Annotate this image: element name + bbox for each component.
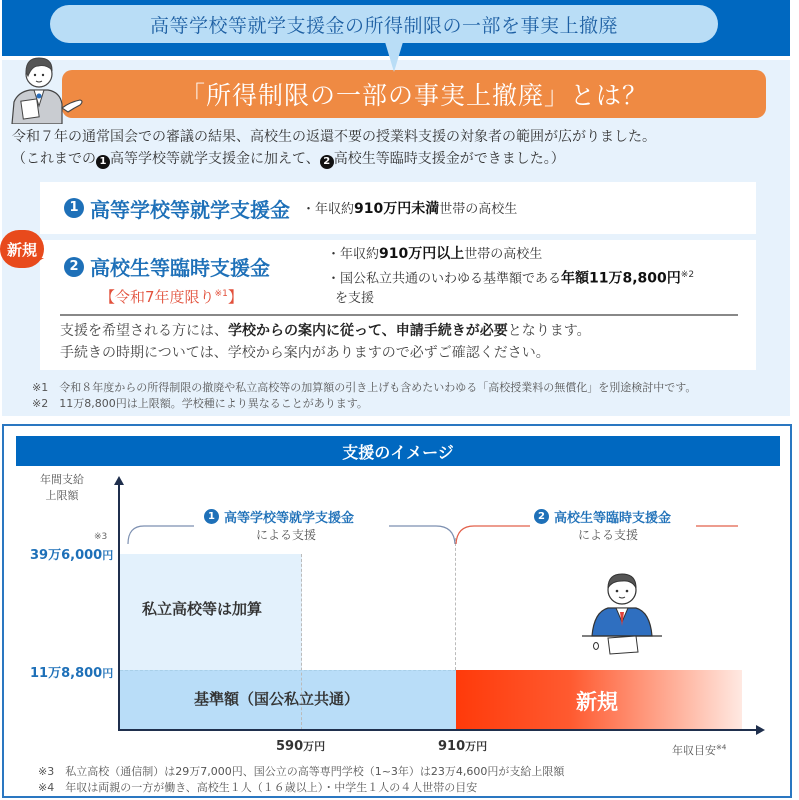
region-base-label: 基準額（国公私立共通） bbox=[194, 690, 360, 708]
card1-description bbox=[302, 198, 517, 218]
limit-text: 】 bbox=[227, 288, 243, 306]
tick-unit: 万円 bbox=[303, 740, 326, 753]
brace2-title-text: 高校生等臨時支援金 bbox=[554, 511, 672, 526]
tick-unit: 円 bbox=[102, 549, 114, 562]
footnote-2: ※2 11万8,800円は上限額。学校種により異なることがあります。 bbox=[32, 397, 368, 410]
x-tick-910 bbox=[438, 738, 487, 754]
y-axis-arrow-icon bbox=[114, 476, 124, 485]
tick-value: 11万8,800 bbox=[30, 666, 103, 681]
intro-text-segment: 高校生等臨時支援金ができました。） bbox=[333, 151, 565, 167]
card2-title-row bbox=[64, 252, 270, 281]
footnote-1: ※1 令和８年度からの所得制限の撤廃や私立高校等の加算額の引き上げも含めたいわゆる「高校授業料の無償化」を別途検討中です。 bbox=[32, 381, 697, 394]
region-new-label: 新規 bbox=[576, 690, 618, 714]
bullet-2 bbox=[327, 265, 694, 289]
footnotes-lower bbox=[38, 764, 564, 796]
section-heading bbox=[62, 70, 766, 118]
y-axis bbox=[118, 482, 120, 730]
brace2-subtitle: による支援 bbox=[578, 528, 639, 542]
y-tick-118800 bbox=[30, 662, 113, 681]
tick-value: 910 bbox=[438, 739, 466, 754]
x-axis bbox=[118, 729, 758, 731]
gridline-118800 bbox=[120, 670, 456, 671]
x-tick-590 bbox=[276, 738, 325, 754]
gridline-910 bbox=[455, 538, 456, 670]
card-rinji-shienkin bbox=[40, 240, 756, 370]
note-line-2: 手続きの時期については、学校から案内がありますので必ずご確認ください。 bbox=[60, 345, 550, 361]
divider bbox=[60, 314, 738, 316]
new-badge-tail bbox=[30, 258, 44, 266]
brace1-title bbox=[204, 507, 354, 526]
bullet-text: 世帯の高校生 bbox=[464, 247, 543, 262]
footnote-3: ※3 私立高校（通信制）は29万7,000円、国公立の高等専門学校（1~3年）は23万4,600円が支給上限額 bbox=[38, 765, 565, 778]
region-private-label: 私立高校等は加算 bbox=[142, 600, 263, 618]
intro-text-segment: 高等学校等就学支援金に加えて、 bbox=[110, 151, 320, 167]
bullet-text: ・年収約 bbox=[327, 247, 380, 262]
y-tick-396000 bbox=[30, 544, 113, 563]
intro-text-segment: （これまでの bbox=[12, 151, 96, 167]
intro-line-1: 令和７年の通常国会での審議の結果、高校生の返還不要の授業料支援の対象者の範囲が広がりました。 bbox=[12, 129, 656, 145]
new-badge-text: 新規 bbox=[6, 240, 37, 259]
bullet-bold: 910万円以上 bbox=[379, 246, 465, 262]
intro-line-2 bbox=[12, 148, 792, 170]
note-text: 支援を希望される方には、 bbox=[60, 323, 228, 339]
card2-bullets bbox=[327, 244, 694, 309]
number-1-icon: 1 bbox=[64, 198, 84, 218]
speech-tail bbox=[385, 42, 403, 72]
desc-text: 世帯の高校生 bbox=[439, 202, 518, 217]
tick-unit: 円 bbox=[102, 667, 114, 680]
support-image-panel bbox=[2, 424, 792, 798]
bullet-2-cont: を支援 bbox=[335, 291, 375, 307]
chart-title: 支援のイメージ bbox=[342, 442, 454, 462]
limit-text: 【令和7年度限り bbox=[100, 288, 215, 306]
x-axis-label: 年収目安$^{※4}$ bbox=[672, 743, 727, 757]
number-2-icon: 2 bbox=[320, 155, 334, 169]
student-illustration-icon bbox=[582, 560, 662, 656]
note-line-1 bbox=[60, 320, 591, 342]
brace1-subtitle: による支援 bbox=[256, 528, 317, 542]
y-axis-note: ※3 bbox=[94, 532, 108, 542]
bullet-1 bbox=[327, 244, 694, 265]
card2-limit bbox=[100, 286, 243, 307]
limit-note: ※1 bbox=[214, 289, 228, 299]
desc-text: ・年収約 bbox=[302, 202, 355, 217]
number-2-icon: 2 bbox=[64, 257, 84, 277]
note-text: となります。 bbox=[507, 323, 591, 339]
tick-value: 590 bbox=[276, 739, 304, 754]
bullet-bold: 年額11万8,800円 bbox=[561, 270, 681, 287]
footnotes-upper bbox=[32, 380, 696, 412]
bullet-note: ※2 bbox=[680, 270, 695, 280]
desc-bold: 910万円未満 bbox=[354, 201, 440, 217]
bullet-text: ・国公私立共通のいわゆる基準額である bbox=[327, 271, 562, 287]
note-bold: 学校からの案内に従って、申請手続きが必要 bbox=[228, 323, 508, 339]
card1-title: 高等学校等就学支援金 bbox=[90, 197, 290, 222]
x-axis-arrow-icon bbox=[756, 725, 765, 735]
title-pill bbox=[50, 5, 718, 43]
card-shugaku-shienkin bbox=[40, 182, 756, 234]
card2-title: 高校生等臨時支援金 bbox=[90, 256, 270, 280]
footnote-4: ※4 年収は両親の一方が働き、高校生１人（１６歳以上）・中学生１人の４人世帯の目安 bbox=[38, 781, 478, 794]
y-axis-label: 年間支給 上限額 bbox=[40, 473, 84, 502]
section-heading-text: 「所得制限の一部の事実上撤廃」とは？ bbox=[179, 81, 648, 110]
chart-header bbox=[16, 436, 780, 466]
tick-value: 39万6,000 bbox=[30, 548, 103, 563]
page-title: 高等学校等就学支援金の所得制限の一部を事実上撤廃 bbox=[149, 14, 618, 37]
number-2-icon: 2 bbox=[534, 509, 549, 524]
number-1-icon: 1 bbox=[204, 509, 219, 524]
application-note bbox=[60, 320, 591, 364]
presenter-illustration-icon bbox=[8, 48, 86, 124]
number-1-icon: 1 bbox=[96, 155, 110, 169]
intro-text bbox=[12, 126, 792, 170]
tick-unit: 万円 bbox=[465, 740, 488, 753]
brace2-title bbox=[534, 507, 671, 526]
brace1-title-text: 高等学校等就学支援金 bbox=[224, 511, 355, 526]
